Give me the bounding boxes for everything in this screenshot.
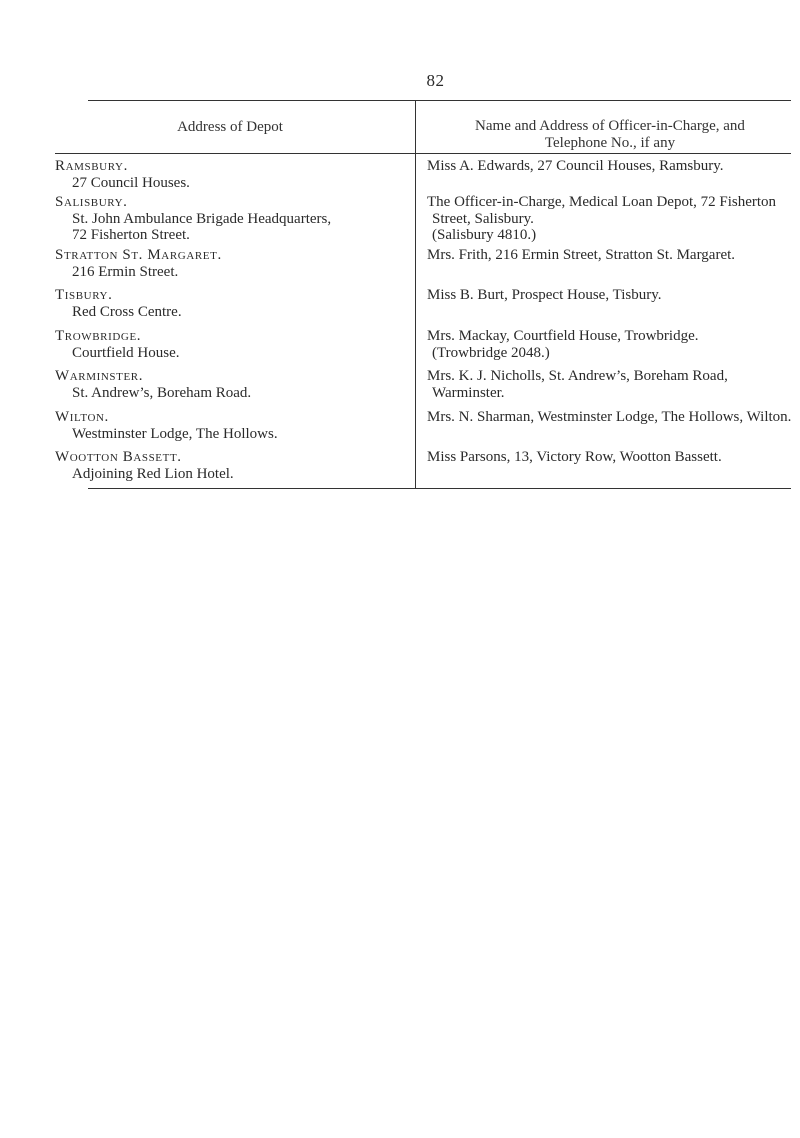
officer-entry: [427, 409, 800, 426]
depot-entry: [55, 409, 405, 442]
depot-entry: [55, 449, 405, 482]
column-divider: [415, 100, 416, 489]
depot-place: Wootton Bassett.: [55, 449, 182, 465]
depot-address-line: Westminster Lodge, The Hollows.: [72, 425, 278, 442]
depot-address-line: 27 Council Houses.: [72, 174, 190, 191]
depot-place: Trowbridge.: [55, 328, 142, 344]
depot-place: Stratton St. Margaret.: [55, 247, 222, 263]
officer-line: The Officer-in-Charge, Medical Loan Depot, 72 Fisherton: [427, 194, 777, 210]
officer-line: Miss B. Burt, Prospect House, Tisbury.: [427, 287, 662, 303]
depot-entry: [55, 328, 405, 361]
page-number: 82: [426, 71, 445, 90]
officer-column-header: [420, 118, 800, 152]
depot-place: Ramsbury.: [55, 158, 128, 174]
depot-entry: [55, 247, 405, 280]
depot-entry: [55, 194, 405, 244]
depot-place: Warminster.: [55, 368, 144, 384]
depot-address-line: Adjoining Red Lion Hotel.: [72, 465, 234, 482]
officer-line: Street, Salisbury.: [432, 210, 534, 227]
depot-place: Tisbury.: [55, 287, 113, 303]
depot-address-line: Courtfield House.: [72, 344, 180, 361]
officer-entry: [427, 158, 800, 175]
depot-address-line: Red Cross Centre.: [72, 303, 182, 320]
officer-line: Mrs. N. Sharman, Westminster Lodge, The Hollows, Wilton.: [427, 409, 792, 425]
bottom-rule: [88, 488, 791, 489]
depot-place: Salisbury.: [55, 194, 128, 210]
depot-address-line: 72 Fisherton Street.: [72, 227, 190, 243]
officer-header-line-2: Telephone No., if any: [544, 135, 676, 151]
top-rule: [88, 100, 791, 101]
officer-entry: [427, 328, 800, 361]
officer-entry: [427, 194, 800, 244]
officer-line: Mrs. K. J. Nicholls, St. Andrew’s, Boreham Road,: [427, 368, 728, 384]
officer-line: Mrs. Mackay, Courtfield House, Trowbridge.: [427, 328, 699, 344]
officer-entry: [427, 247, 800, 264]
depot-entry: [55, 287, 405, 320]
depot-column-header: Address of Depot: [177, 119, 283, 135]
depot-address-line: St. Andrew’s, Boreham Road.: [72, 384, 252, 401]
officer-entry: [427, 287, 800, 304]
depot-entry: [55, 158, 405, 191]
officer-entry: [427, 368, 800, 401]
officer-line: (Trowbridge 2048.): [432, 344, 550, 361]
officer-line: Miss Parsons, 13, Victory Row, Wootton Bassett.: [427, 449, 722, 465]
depot-entry: [55, 368, 405, 401]
officer-header-line-1: Name and Address of Officer-in-Charge, and: [475, 118, 745, 134]
officer-line: (Salisbury 4810.): [432, 227, 537, 243]
depot-address-line: 216 Ermin Street.: [72, 263, 179, 280]
officer-line: Warminster.: [432, 384, 505, 401]
depot-address-line: St. John Ambulance Brigade Headquarters,: [72, 210, 332, 227]
officer-line: Miss A. Edwards, 27 Council Houses, Ramsbury.: [427, 158, 724, 174]
depot-place: Wilton.: [55, 409, 109, 425]
header-rule: [55, 153, 791, 154]
officer-entry: [427, 449, 800, 466]
officer-line: Mrs. Frith, 216 Ermin Street, Stratton St. Margaret.: [427, 247, 736, 263]
